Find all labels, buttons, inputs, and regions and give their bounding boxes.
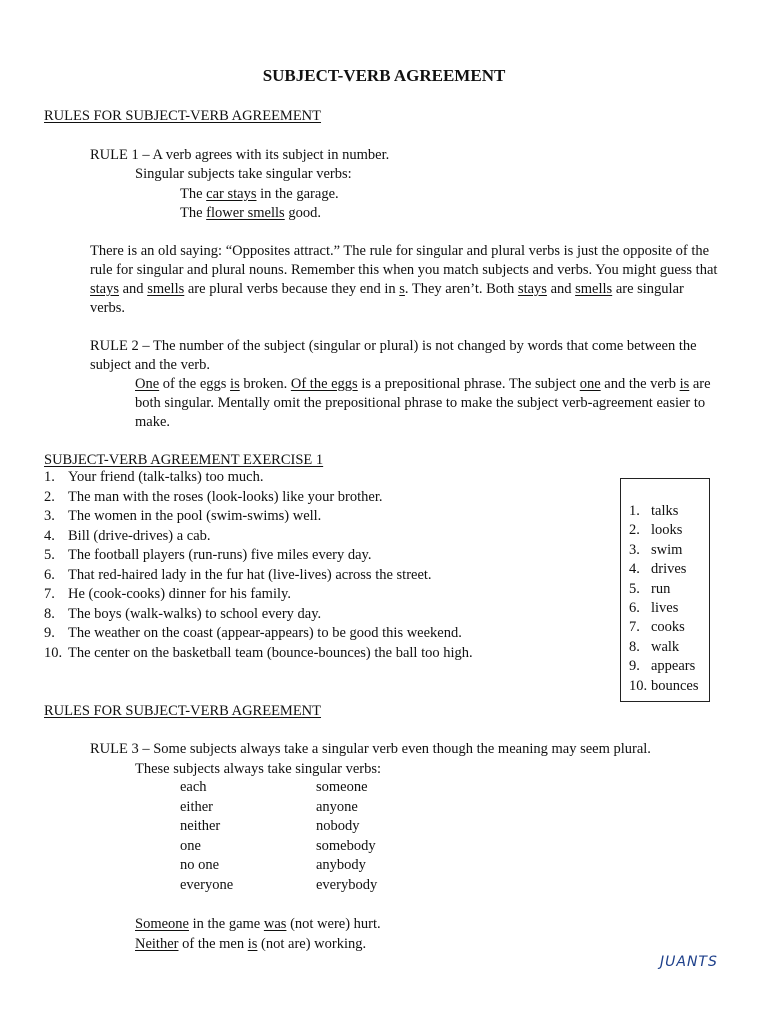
- item-text: talks: [651, 503, 679, 519]
- item-text: The boys (walk-walks) to school every day.: [68, 605, 322, 622]
- pronoun-item: someone: [316, 779, 368, 795]
- item-text: lives: [651, 599, 679, 616]
- item-number: 3.: [629, 541, 640, 558]
- answer-list: [629, 502, 699, 696]
- section-heading-rules-2: [44, 702, 321, 721]
- example-underlined: flower smells: [206, 205, 285, 221]
- answer-item: [629, 541, 699, 560]
- item-text: That red-haired lady in the fur hat (live-lives) across the street.: [68, 566, 432, 583]
- example-underlined: is: [679, 376, 690, 392]
- para-text: are plural verbs because they end in: [184, 281, 400, 297]
- item-number: 8.: [44, 605, 55, 622]
- answer-item: [629, 677, 699, 696]
- para-underlined: smells: [575, 281, 613, 297]
- pronoun-item: everybody: [316, 876, 378, 893]
- item-number: 5.: [44, 547, 55, 563]
- exercise-item: [44, 527, 473, 547]
- item-text: swim: [651, 541, 683, 558]
- pronoun-item: anyone: [316, 798, 358, 815]
- exercise-item: [44, 605, 473, 625]
- item-number: 9.: [629, 658, 640, 675]
- item-text: cooks: [651, 619, 685, 636]
- pronoun-item: one: [180, 837, 201, 854]
- para-underlined: s: [399, 281, 405, 297]
- section-heading-text: RULES FOR SUBJECT-VERB AGREEMENT: [44, 108, 322, 124]
- pronoun-item: either: [180, 798, 214, 815]
- exercise-item: [44, 546, 473, 566]
- example-text: good.: [284, 205, 321, 221]
- rule2-example: [135, 375, 719, 432]
- pronoun-item: everyone: [180, 876, 234, 893]
- answer-item: [629, 560, 699, 579]
- exercise-list: [44, 468, 473, 663]
- item-number: 3.: [44, 508, 55, 524]
- rule1-text: A verb agrees with its subject in number.: [152, 147, 390, 163]
- example-text: and the verb: [600, 376, 680, 392]
- example-text: is a prepositional phrase. The subject: [357, 376, 580, 392]
- exercise-item: [44, 566, 473, 586]
- rule1-label: RULE 1 –: [90, 147, 153, 163]
- answer-item: [629, 502, 699, 521]
- answer-item: [629, 599, 699, 618]
- item-text: drives: [651, 561, 687, 578]
- rule1-line: [90, 146, 389, 165]
- example-text: The: [180, 205, 207, 221]
- exercise-item: [44, 488, 473, 508]
- rule1-sub: Singular subjects take singular verbs:: [135, 166, 352, 182]
- section-heading-rules: [44, 107, 321, 126]
- exercise-item: [44, 644, 473, 664]
- item-text: The center on the basketball team (bounce-bounces) the ball too high.: [68, 644, 473, 661]
- exercise-item: [44, 507, 473, 527]
- example-underlined: Someone: [135, 916, 189, 932]
- item-text: appears: [651, 658, 696, 675]
- item-number: 10.: [629, 677, 648, 694]
- item-text: Your friend (talk-talks) too much.: [68, 469, 264, 485]
- section-heading-text: RULES FOR SUBJECT-VERB AGREEMENT: [44, 703, 322, 719]
- answer-key-box: [620, 478, 710, 702]
- example-text: are both singular. Mentally omit the prepositional phrase to make the subject verb-agreement easier to make.: [135, 376, 711, 430]
- item-text: The man with the roses (look-looks) like your brother.: [68, 488, 383, 505]
- item-text: run: [651, 580, 671, 597]
- example-underlined: One: [135, 376, 160, 392]
- rule3-sub: These subjects always take singular verbs:: [135, 761, 382, 777]
- pronoun-item: somebody: [316, 837, 376, 854]
- item-number: 10.: [44, 644, 63, 661]
- example-text: broken.: [239, 376, 291, 392]
- rule3-label: RULE 3 –: [90, 741, 154, 757]
- item-text: The women in the pool (swim-swims) well.: [68, 508, 322, 524]
- example-underlined: one: [579, 376, 601, 392]
- rule3-text: Some subjects always take a singular verb even though the meaning may seem plural.: [153, 741, 651, 757]
- exercise-item: [44, 585, 473, 605]
- item-text: bounces: [651, 677, 699, 694]
- item-text: Bill (drive-drives) a cab.: [68, 527, 211, 544]
- rule3-line: [90, 740, 651, 759]
- pronoun-item: nobody: [316, 818, 360, 834]
- item-text: He (cook-cooks) dinner for his family.: [68, 586, 291, 602]
- rule2-label: RULE 2 –: [90, 338, 153, 354]
- item-number: 7.: [629, 619, 640, 636]
- item-number: 1.: [629, 503, 640, 519]
- item-text: looks: [651, 522, 683, 539]
- example-underlined: is: [247, 936, 258, 952]
- item-number: 6.: [629, 599, 640, 616]
- example-text: The: [180, 186, 207, 202]
- example-text: (not were) hurt.: [286, 916, 381, 932]
- example-text: in the garage.: [256, 186, 339, 202]
- singular-pronouns-col-1: [180, 778, 233, 895]
- para-underlined: stays: [90, 281, 119, 297]
- pronoun-item: anybody: [316, 857, 366, 873]
- pronoun-item: neither: [180, 818, 221, 834]
- item-text: walk: [651, 638, 680, 655]
- item-number: 9.: [44, 625, 55, 641]
- item-number: 5.: [629, 580, 640, 597]
- exercise-item: [44, 624, 473, 644]
- item-number: 2.: [44, 488, 55, 505]
- example-underlined: is: [230, 376, 240, 392]
- para-text: and: [119, 281, 148, 297]
- answer-item: [629, 580, 699, 599]
- item-number: 2.: [629, 522, 640, 539]
- answer-item: [629, 657, 699, 676]
- para-text: are singular verbs.: [90, 281, 684, 316]
- answer-item: [629, 521, 699, 540]
- example-underlined: was: [263, 916, 287, 932]
- example-text: in the game: [188, 916, 264, 932]
- example-underlined: Neither: [135, 936, 179, 952]
- item-number: 4.: [44, 527, 55, 544]
- example-underlined: Of the eggs: [290, 376, 358, 392]
- rule3-example-1: [135, 915, 381, 934]
- rule2-text: The number of the subject (singular or plural) is not changed by words that come between the subject and the verb.: [90, 338, 697, 373]
- item-number: 6.: [44, 566, 55, 583]
- item-number: 8.: [629, 638, 640, 655]
- pronoun-item: no one: [180, 857, 220, 873]
- item-number: 1.: [44, 469, 55, 485]
- exercise-heading-text: SUBJECT-VERB AGREEMENT EXERCISE 1: [44, 452, 324, 468]
- opposites-paragraph: [90, 242, 722, 318]
- para-text: There is an old saying: “Opposites attract.” The rule for singular and plural verbs is just the opposite of the rule for singular and plural nouns. Remember this when you match subjects and verbs. You might guess that: [90, 243, 718, 278]
- answer-item: [629, 638, 699, 657]
- pronoun-item: each: [180, 779, 207, 795]
- example-text: of the men: [178, 936, 248, 952]
- answer-item: [629, 618, 699, 637]
- para-text: . They aren’t. Both: [404, 281, 518, 297]
- para-underlined: smells: [147, 281, 185, 297]
- item-text: The football players (run-runs) five miles every day.: [68, 547, 372, 563]
- example-text: of the eggs: [159, 376, 231, 392]
- para-underlined: stays: [517, 281, 547, 297]
- rule1-example-2: [180, 204, 321, 223]
- exercise-item: [44, 468, 473, 488]
- singular-pronouns-col-2: [316, 778, 377, 895]
- signature: JUANTS: [660, 954, 718, 970]
- item-number: 4.: [629, 561, 640, 578]
- example-underlined: car stays: [206, 186, 257, 202]
- example-text: (not are) working.: [257, 936, 367, 952]
- item-text: The weather on the coast (appear-appears) to be good this weekend.: [68, 625, 462, 641]
- rule2-paragraph: [90, 337, 722, 375]
- page-title: SUBJECT-VERB AGREEMENT: [262, 66, 506, 85]
- rule1-example-1: [180, 185, 339, 204]
- para-text: and: [546, 281, 576, 297]
- rule3-example-2: [135, 935, 366, 954]
- item-number: 7.: [44, 586, 55, 602]
